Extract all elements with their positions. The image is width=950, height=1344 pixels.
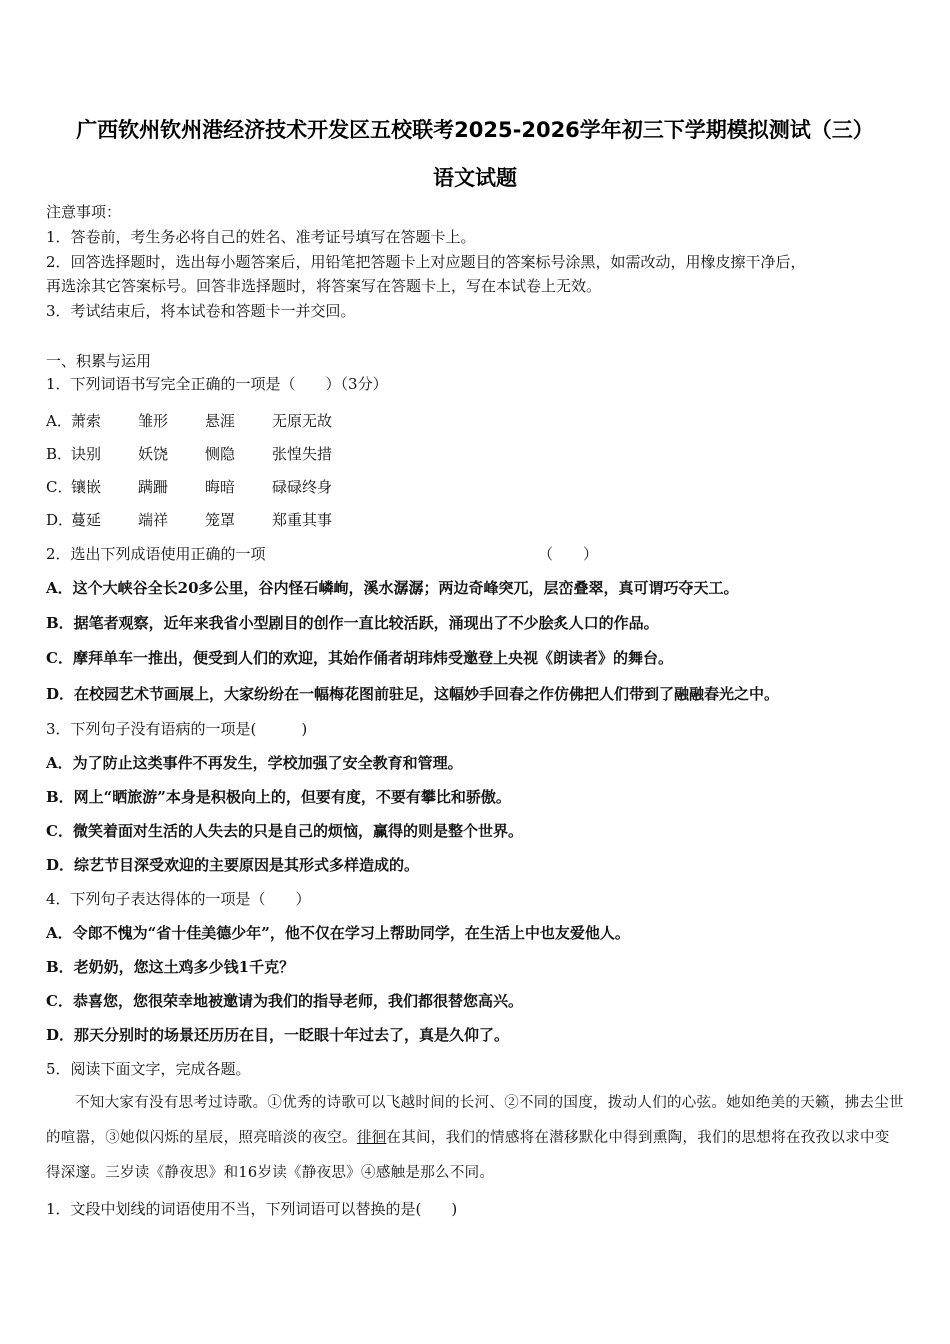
option-label: D． [46, 511, 74, 529]
question-2-option-a: A．这个大峡谷全长20多公里，谷内怪石嶙峋，溪水潺潺；两边奇峰突兀，层峦叠翠，真可谓巧夺天工。 [46, 579, 739, 597]
option-word: 无原无故 [272, 412, 333, 430]
question-3-option-d: D．综艺节目深受欢迎的主要原因是其形式多样造成的。 [46, 856, 420, 874]
question-2-option-c: C．摩拜单车一推出，便受到人们的欢迎，其始作俑者胡玮炜受邀登上央视《朗读者》的舞台。 [46, 649, 673, 667]
exam-title: 广西钦州钦州港经济技术开发区五校联考2025-2026学年初三下学期模拟测试（三） [76, 118, 874, 142]
section-heading: 一、积累与运用 [46, 352, 152, 370]
question-2-answer-paren: （ ） [538, 545, 599, 563]
question-4-stem: 4．下列句子表达得体的一项是（ ） [46, 890, 311, 908]
option-label: B． [46, 445, 73, 463]
option-word: 晦暗 [205, 478, 236, 496]
option-word: 端祥 [138, 511, 169, 529]
question-5-stem: 5．阅读下面文字，完成各题。 [46, 1060, 251, 1078]
passage-text: 在其间，我们的情感将在潜移默化中得到熏陶，我们的思想将在孜孜以求中变得深邃。三岁读《静夜思》和16岁读《静夜思》④感触是那么不同。 [46, 1130, 890, 1181]
question-4-option-c: C．恭喜您，您很荣幸地被邀请为我们的指导老师，我们都很替您高兴。 [46, 992, 523, 1010]
option-word: 碌碌终身 [272, 478, 333, 496]
passage-underlined-word: 徘徊 [356, 1130, 387, 1146]
question-2-stem: 2．选出下列成语使用正确的一项 [46, 545, 266, 563]
question-3-option-b: B．网上“晒旅游”本身是积极向上的，但要有度，不要有攀比和骄傲。 [46, 788, 511, 806]
passage-text: 不知大家有没有思考过诗歌。①优秀的诗歌可以飞越时间的长河、②不同的国度，拨动人们的心弦。她如绝美的天籁，拂去尘世的喧嚣，③她似闪烁的星辰，照亮暗淡的夜空。 [46, 1095, 904, 1146]
option-word: 妖饶 [138, 445, 169, 463]
question-4-option-b: B．老奶奶，您这土鸡多少钱1千克？ [46, 958, 295, 976]
question-1-stem: 1．下列词语书写完全正确的一项是（ ）（3分） [46, 375, 388, 393]
option-label: C． [46, 478, 73, 496]
option-word: 恻隐 [205, 445, 236, 463]
option-word: 蹒跚 [138, 478, 169, 496]
option-word: 镶嵌 [71, 478, 102, 496]
option-word: 雏形 [138, 412, 169, 430]
exam-subject-title: 语文试题 [433, 166, 517, 190]
option-word: 诀别 [71, 445, 102, 463]
question-4-option-a: A．令郎不愧为“省十佳美德少年”，他不仅在学习上帮助同学，在生活上中也友爱他人。 [46, 924, 630, 942]
question-2-option-d: D．在校园艺术节画展上，大家纷纷在一幅梅花图前驻足，这幅妙手回春之作仿佛把人们带到了融融春光之中。 [46, 685, 780, 703]
option-word: 悬涯 [205, 412, 236, 430]
option-label: A． [46, 412, 72, 430]
notice-item: 1．答卷前，考生务必将自己的姓名、准考证号填写在答题卡上。 [46, 228, 476, 246]
notice-item: 再选涂其它答案标号。回答非选择题时，将答案写在答题卡上，写在本试卷上无效。 [46, 277, 602, 295]
option-word: 郑重其事 [272, 511, 333, 529]
reading-passage [46, 1086, 904, 1191]
question-2-option-b: B．据笔者观察，近年来我省小型剧目的创作一直比较活跃，涌现出了不少脍炙人口的作品。 [46, 614, 659, 632]
question-5-sub-1: 1．文段中划线的词语使用不当，下列词语可以替换的是( ) [46, 1200, 458, 1218]
notice-item: 2．回答选择题时，选出每小题答案后，用铅笔把答题卡上对应题目的答案标号涂黑，如需改动，用橡皮擦干净后， [46, 253, 806, 271]
question-4-option-d: D．那天分别时的场景还历历在目，一眨眼十年过去了，真是久仰了。 [46, 1026, 510, 1044]
option-word: 张惶失措 [272, 445, 333, 463]
question-3-option-a: A．为了防止这类事件不再发生，学校加强了安全教育和管理。 [46, 754, 463, 772]
option-word: 萧索 [71, 412, 102, 430]
notice-heading: 注意事项： [46, 203, 122, 221]
notice-item: 3．考试结束后，将本试卷和答题卡一并交回。 [46, 302, 356, 320]
question-3-stem: 3．下列句子没有语病的一项是( ) [46, 720, 308, 738]
option-word: 蔓延 [71, 511, 102, 529]
question-3-option-c: C．微笑着面对生活的人失去的只是自己的烦恼，赢得的则是整个世界。 [46, 822, 523, 840]
option-word: 笼罩 [205, 511, 236, 529]
